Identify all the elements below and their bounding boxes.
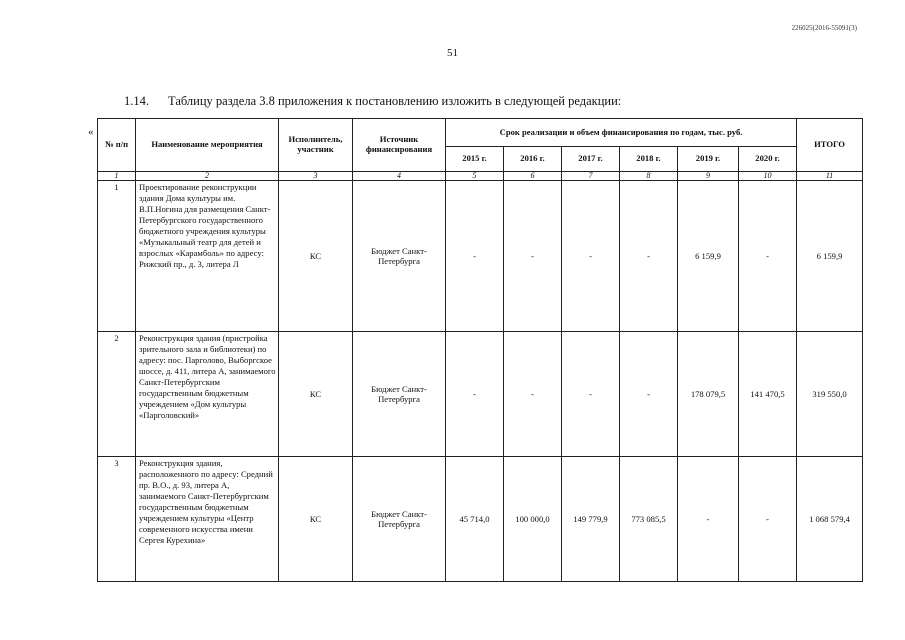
column-number: 8 [620, 172, 678, 181]
row-number: 3 [98, 457, 136, 582]
value-2016: 100 000,0 [504, 457, 562, 582]
event-name: Реконструкция здания, расположенного по адресу: Средний пр. В.О., д. 93, литера А, занимаемого Санкт-Петербургским государственным бюджетным учреждением культуры «Центр современного искусства имени Сергея Курехина» [136, 457, 279, 582]
value-2018: - [620, 332, 678, 457]
header-total: ИТОГО [797, 119, 863, 172]
header-year-2019: 2019 г. [678, 147, 739, 172]
column-number: 5 [446, 172, 504, 181]
value-2018: - [620, 181, 678, 332]
executor: КС [279, 181, 353, 332]
value-2018: 773 085,5 [620, 457, 678, 582]
header-year-2018: 2018 г. [620, 147, 678, 172]
table-row [98, 457, 863, 582]
column-number: 6 [504, 172, 562, 181]
table-row [98, 332, 863, 457]
header-executor: Исполнитель, участник [279, 119, 353, 172]
column-number: 10 [739, 172, 797, 181]
paragraph [124, 94, 621, 109]
header-period: Срок реализации и объем финансирования по годам, тыс. руб. [446, 119, 797, 147]
value-2019: - [678, 457, 739, 582]
header-year-2015: 2015 г. [446, 147, 504, 172]
page-number: 51 [447, 47, 458, 59]
executor: КС [279, 457, 353, 582]
column-number: 7 [562, 172, 620, 181]
header-year-2020: 2020 г. [739, 147, 797, 172]
row-number: 2 [98, 332, 136, 457]
funding-source: Бюджет Санкт-Петербурга [353, 181, 446, 332]
row-total: 319 550,0 [797, 332, 863, 457]
column-number: 2 [136, 172, 279, 181]
header-num: № п/п [98, 119, 136, 172]
header-source: Источник финансирования [353, 119, 446, 172]
event-name: Проектирование реконструкции здания Дома культуры им. В.П.Ногина для размещения Санкт-Петербургского государственного бюджетного учреждения культуры «Музыкальный театр для детей и взрослых «Карамболь» по адресу: Рижский пр., д. 3, литера Л [136, 181, 279, 332]
row-number: 1 [98, 181, 136, 332]
value-2019: 178 079,5 [678, 332, 739, 457]
value-2020: - [739, 457, 797, 582]
document-id: 226025(2016-55091(3) [791, 24, 857, 32]
value-2016: - [504, 332, 562, 457]
column-number: 9 [678, 172, 739, 181]
value-2015: 45 714,0 [446, 457, 504, 582]
column-number: 4 [353, 172, 446, 181]
header-name: Наименование мероприятия [136, 119, 279, 172]
funding-source: Бюджет Санкт-Петербурга [353, 457, 446, 582]
funding-source: Бюджет Санкт-Петербурга [353, 332, 446, 457]
header-year-2016: 2016 г. [504, 147, 562, 172]
column-number: 3 [279, 172, 353, 181]
value-2020: - [739, 181, 797, 332]
financing-table [97, 118, 863, 582]
header-year-2017: 2017 г. [562, 147, 620, 172]
column-number: 11 [797, 172, 863, 181]
paragraph-text: Таблицу раздела 3.8 приложения к постановлению изложить в следующей редакции: [168, 94, 622, 108]
event-name: Реконструкция здания (пристройка зрительного зала и библиотеки) по адресу: пос. Парголово, Выборгское шоссе, д. 411, литера А, занимаемого Санкт-Петербургским государственным бюджетным учреждением «Дом культуры «Парголовский» [136, 332, 279, 457]
column-number: 1 [98, 172, 136, 181]
paragraph-number: 1.14. [124, 94, 149, 108]
table-row [98, 181, 863, 332]
value-2017: - [562, 332, 620, 457]
value-2017: 149 779,9 [562, 457, 620, 582]
row-total: 6 159,9 [797, 181, 863, 332]
opening-quote-mark: « [88, 126, 94, 138]
value-2020: 141 470,5 [739, 332, 797, 457]
value-2019: 6 159,9 [678, 181, 739, 332]
header-row [98, 119, 863, 147]
column-numbers-row [98, 172, 863, 181]
executor: КС [279, 332, 353, 457]
row-total: 1 068 579,4 [797, 457, 863, 582]
value-2017: - [562, 181, 620, 332]
value-2015: - [446, 181, 504, 332]
value-2015: - [446, 332, 504, 457]
value-2016: - [504, 181, 562, 332]
